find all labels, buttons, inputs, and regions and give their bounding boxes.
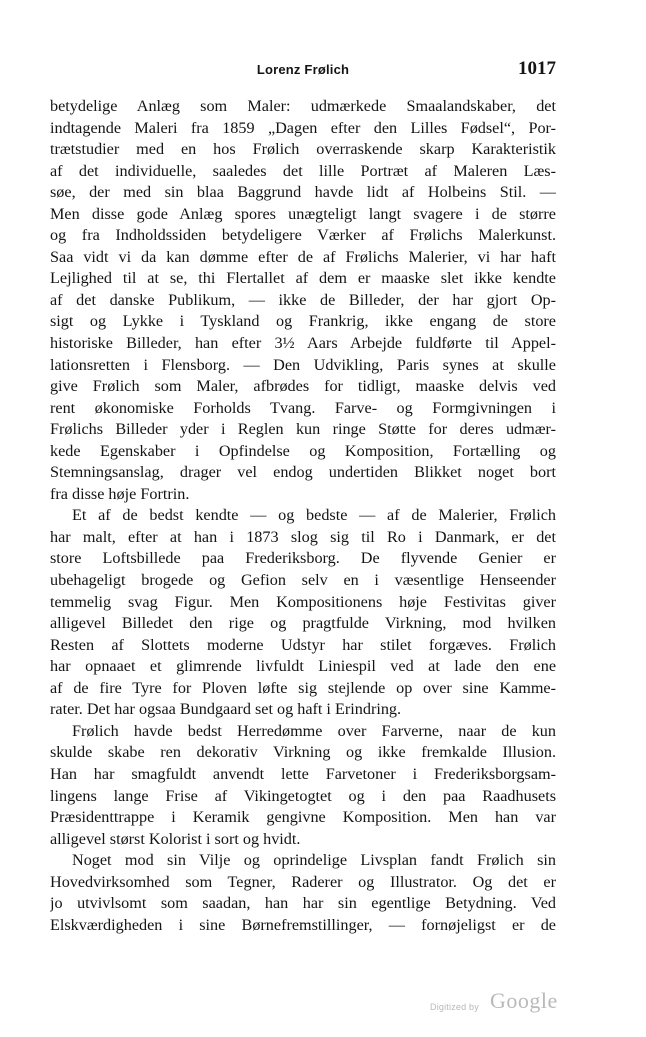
- text-line: Et af de bedst kendte — og bedste — af de Malerier, Frølich: [72, 506, 556, 525]
- text-line: rater. Det har ogsaa Bundgaard set og haft i Erindring.: [50, 700, 402, 719]
- watermark-brand: Google: [490, 988, 558, 1013]
- text-line: Saa vidt vi da kan dømme efter de af Frølichs Malerier, vi har haft: [50, 247, 556, 266]
- text-line: Noget mod sin Vilje og oprindelige Livsplan fandt Frølich sin: [72, 851, 556, 870]
- text-line: af det danske Publikum, — ikke de Billeder, der har gjort Op-: [50, 290, 556, 309]
- text-line: Men disse gode Anlæg spores unægteligt langt svagere i de større: [50, 204, 556, 223]
- text-line: af det individuelle, saaledes det lille Portræt af Maleren Læs-: [50, 161, 556, 180]
- text-line: Stemningsanslag, drager vel endog undertiden Blikket noget bort: [50, 463, 556, 482]
- text-line: alligevel størst Kolorist i sort og hvidt.: [50, 829, 301, 848]
- text-line: lingens lange Frise af Vikingetogtet og i den paa Raadhusets: [50, 786, 556, 805]
- text-line: Præsidenttrappe i Keramik gengivne Komposition. Men han var: [50, 808, 556, 827]
- text-line: Lejlighed til at se, thi Flertallet af dem er maaske slet ikke kendte: [50, 269, 556, 288]
- paragraph: [50, 96, 556, 505]
- text-line: betydelige Anlæg som Maler: udmærkede Smaalandskaber, det: [50, 97, 556, 115]
- text-line: kede Egenskaber i Opfindelse og Komposition, Fortælling og: [50, 441, 556, 460]
- text-line: store Loftsbillede paa Frederiksborg. De flyvende Genier er: [50, 549, 556, 568]
- paragraph: [50, 505, 556, 720]
- paragraph: [50, 850, 556, 936]
- text-line: alligevel Billedet den rige og pragtfulde Virkning, mod hvilken: [50, 614, 556, 633]
- text-line: ubehageligt brogede og Gefion selv en i væsentlige Henseender: [50, 571, 556, 590]
- text-line: jo utvivlsomt som saadan, han har sin egentlige Betydning. Ved: [50, 894, 556, 913]
- text-line: sigt og Lykke i Tyskland og Frankrig, ikke engang de store: [50, 312, 556, 331]
- text-line: har malt, efter at han i 1873 slog sig til Ro i Danmark, er det: [50, 527, 556, 546]
- text-line: lationsretten i Flensborg. — Den Udvikling, Paris synes at skulle: [50, 355, 556, 374]
- text-line: søe, der med sin blaa Baggrund havde lidt af Holbeins Stil. —: [50, 183, 556, 202]
- running-head: [50, 58, 556, 86]
- text-line: Frølichs Billeder yder i Reglen kun ringe Støtte for deres udmær-: [50, 420, 556, 439]
- text-line: temmelig svag Figur. Men Kompositionens høje Festivitas giver: [50, 592, 556, 611]
- text-line: trætstudier med en hos Frølich overraskende skarp Karakteristik: [50, 140, 556, 159]
- digitized-watermark: [430, 990, 570, 1020]
- text-line: har opnaaet et glimrende livfuldt Liniespil ved at lade den ene: [50, 657, 556, 676]
- text-line: Frølich havde bedst Herredømme over Farverne, naar de kun: [72, 721, 556, 740]
- text-line: give Frølich som Maler, afbrødes for tidligt, maaske delvis ved: [50, 377, 556, 396]
- text-line: rent økonomiske Forholds Tvang. Farve- og Formgivningen i: [50, 398, 556, 417]
- text-line: Resten af Slottets moderne Udstyr har stilet forgæves. Frølich: [50, 635, 556, 654]
- text-line: fra disse høje Fortrin.: [50, 484, 190, 503]
- running-title: Lorenz Frølich: [256, 62, 350, 77]
- watermark-prefix: Digitized by: [430, 1002, 479, 1012]
- text-line: Elskværdigheden i sine Børnefremstillinger, — fornøjeligst er de: [50, 915, 556, 934]
- body-text: [50, 96, 556, 936]
- text-line: skulde skabe ren dekorativ Virkning og ikke fremkalde Illusion.: [50, 743, 556, 762]
- text-line: af de fire Tyre for Ploven løfte sig stejlende op over sine Kamme-: [50, 678, 556, 697]
- page-number: 1017: [518, 58, 556, 79]
- text-line: Han har smagfuldt anvendt lette Farvetoner i Frederiksborgsam-: [50, 764, 556, 783]
- text-line: historiske Billeder, han efter 3½ Aars Arbejde fuldførte til Appel-: [50, 334, 556, 353]
- paragraph: [50, 721, 556, 850]
- text-line: Hovedvirksomhed som Tegner, Raderer og Illustrator. Og det er: [50, 872, 556, 891]
- text-line: indtagende Maleri fra 1859 „Dagen efter den Lilles Fødsel“, Por-: [50, 118, 556, 137]
- text-line: og fra Indholdssiden betydeligere Værker af Frølichs Malerkunst.: [50, 226, 556, 245]
